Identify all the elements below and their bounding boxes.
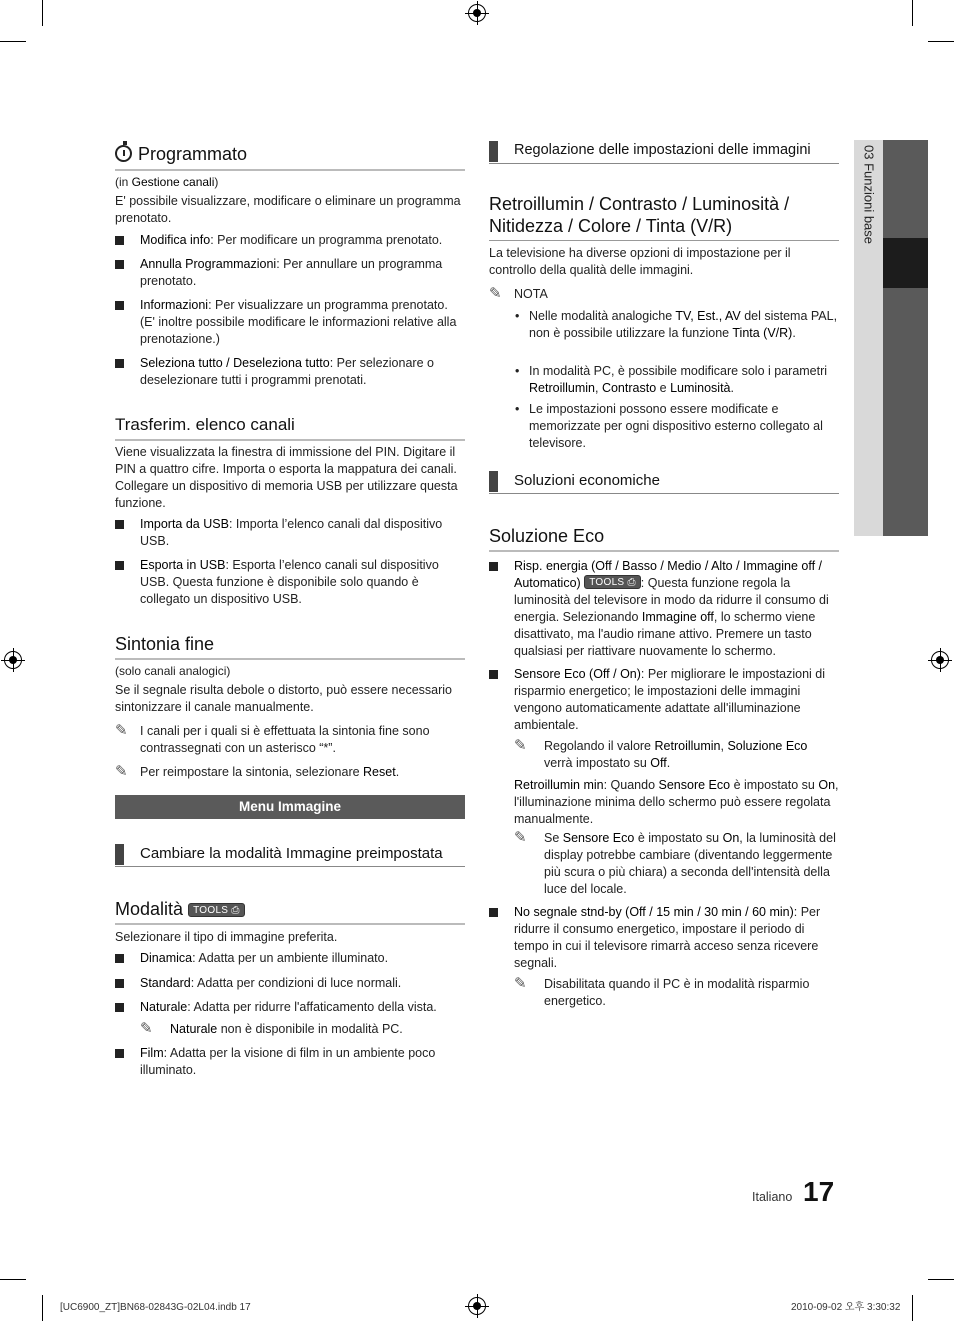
note-header: ✎ NOTA bbox=[489, 285, 548, 302]
note: ✎ I canali per i quali si è effettuata la sintonia fine sono contrassegnati con un asterisco “*”. bbox=[115, 722, 430, 755]
note: ✎ Regolando il valore Retroillumin, Soluzione Eco verrà impostato su Off. bbox=[514, 737, 808, 770]
list-item: • Nelle modalità analogiche TV, Est., AV del sistema PAL, non è possibile utilizzare la funzione Tinta (V/R). bbox=[515, 309, 838, 340]
crop-mark bbox=[928, 41, 954, 42]
crop-mark bbox=[42, 0, 43, 26]
list-item: Naturale: Adatta per ridurre l'affaticamento della vista. bbox=[115, 999, 465, 1016]
registration-mark-icon bbox=[931, 651, 949, 669]
list-item: • Le impostazioni possono essere modificate e memorizzate per ogni dispositivo esterno collegato al televisore. bbox=[515, 402, 823, 450]
list-item: Sensore Eco (Off / On): Per migliorare le impostazioni di risparmio energetico; le impostazioni delle immagini vengono automaticamente adattate all'illuminazione ambientale. bbox=[489, 666, 839, 734]
pencil-icon: ✎ bbox=[514, 829, 527, 846]
section-heading-retroillumin: Retroillumin / Contrasto / Luminosità / Nitidezza / Colore / Tinta (V/R) bbox=[489, 193, 839, 241]
note: ✎ Se Sensore Eco è impostato su On, la luminosità del display potrebbe cambiare (diventando leggermente più scura o più chiara) a seconda dell'intensità della luce del locale. bbox=[514, 829, 836, 896]
section-heading-modalita: Modalità TOOLS ⎙ bbox=[115, 898, 465, 925]
print-slug-right: 2010-09-02 오후 3:30:32 bbox=[791, 1302, 901, 1313]
paragraph: Viene visualizzata la finestra di immissione del PIN. Digitare il PIN a quattro cifre. Importa o esporta la mappatura dei canali. Collegare un dispositivo di memoria USB per utilizzare questa funzione. bbox=[115, 445, 458, 510]
registration-mark-icon bbox=[468, 1297, 486, 1315]
pencil-icon: ✎ bbox=[489, 285, 502, 302]
side-tab-active-marker bbox=[883, 238, 928, 288]
crop-mark bbox=[912, 1295, 913, 1321]
subsection-heading-regolazione: Regolazione delle impostazioni delle immagini bbox=[489, 141, 839, 164]
section-heading-trasferim: Trasferim. elenco canali bbox=[115, 414, 465, 441]
note: ✎ Naturale non è disponibile in modalità PC. bbox=[140, 1020, 403, 1037]
crop-mark bbox=[928, 1279, 954, 1280]
list-item: Film: Adatta per la visione di film in un ambiente poco illuminato. bbox=[115, 1045, 465, 1079]
section-heading-soluzione-eco: Soluzione Eco bbox=[489, 525, 839, 552]
section-heading-programmato: Programmato bbox=[115, 144, 465, 171]
note: ✎ Per reimpostare la sintonia, selezionare Reset. bbox=[115, 763, 400, 780]
pencil-icon: ✎ bbox=[514, 975, 527, 992]
list-item: Esporta in USB: Esporta l’elenco canali sul dispositivo USB. Questa funzione è disponibile solo quando è collegato un dispositivo USB. bbox=[115, 557, 465, 608]
list-item: Standard: Adatta per condizioni di luce normali. bbox=[115, 975, 465, 992]
crop-mark bbox=[0, 41, 26, 42]
page-number: 17 bbox=[803, 1176, 835, 1207]
pencil-icon: ✎ bbox=[140, 1020, 153, 1037]
subsection-heading-cambiare: Cambiare la modalità Immagine preimpostata bbox=[115, 844, 465, 867]
paragraph: Selezionare il tipo di immagine preferita. bbox=[115, 930, 338, 944]
paragraph: Se il segnale risulta debole o distorto, può essere necessario sintonizzare il canale manualmente. bbox=[115, 683, 453, 714]
registration-mark-icon bbox=[468, 4, 486, 22]
print-slug-left: [UC6900_ZT]BN68-02843G-02L04.indb 17 bbox=[60, 1302, 251, 1313]
subsection-heading-soluzioni: Soluzioni economiche bbox=[489, 471, 839, 494]
registration-mark-icon bbox=[4, 651, 22, 669]
list-item: No segnale stnd-by (Off / 15 min / 30 min / 60 min): Per ridurre il consumo energetico, impostare il periodo di tempo in cui il televisore rimarrà acceso senza ricevere segnali. bbox=[489, 904, 839, 972]
timer-icon bbox=[115, 145, 132, 162]
crop-mark bbox=[912, 0, 913, 26]
footer-language: Italiano bbox=[752, 1190, 793, 1204]
paragraph: La televisione ha diverse opzioni di impostazione per il controllo della qualità delle immagini. bbox=[489, 246, 791, 277]
tools-badge-icon: TOOLS ⎙ bbox=[188, 903, 245, 917]
list-item: Informazioni: Per visualizzare un programma prenotato. (E' inoltre possibile modificare le informazioni relative alla prenotazione.) bbox=[115, 297, 465, 348]
side-tab-bar bbox=[883, 140, 928, 536]
tools-badge-icon: TOOLS ⎙ bbox=[584, 575, 641, 589]
pencil-icon: ✎ bbox=[514, 737, 527, 754]
list-item: Importa da USB: Importa l’elenco canali dal dispositivo USB. bbox=[115, 516, 465, 550]
list-item: • In modalità PC, è possibile modificare solo i parametri Retroillumin, Contrasto e Luminosità. bbox=[515, 364, 828, 395]
menu-section-bar: Menu Immagine bbox=[115, 795, 465, 819]
pencil-icon: ✎ bbox=[115, 763, 128, 780]
list-item: Annulla Programmazioni: Per annullare un programma prenotato. bbox=[115, 256, 465, 290]
side-tab-label: 03 Funzioni base bbox=[861, 145, 877, 245]
section-heading-sintonia: Sintonia fine bbox=[115, 633, 465, 660]
list-item: Modifica info: Per modificare un programma prenotato. bbox=[115, 232, 465, 249]
context-note: (in Gestione canali) bbox=[115, 175, 219, 189]
context-note: (solo canali analogici) bbox=[115, 664, 231, 678]
paragraph: Retroillumin min: Quando Sensore Eco è impostato su On, l'illuminazione minima dello schermo può essere regolata manualmente. bbox=[514, 778, 839, 826]
paragraph: E' possibile visualizzare, modificare o eliminare un programma prenotato. bbox=[115, 194, 461, 225]
note: ✎ Disabilitata quando il PC è in modalità risparmio energetico. bbox=[514, 975, 810, 1008]
list-item: Seleziona tutto / Deseleziona tutto: Per selezionare o deselezionare tutti i programmi prenotati. bbox=[115, 355, 465, 389]
crop-mark bbox=[0, 1279, 26, 1280]
list-item: Dinamica: Adatta per un ambiente illuminato. bbox=[115, 950, 465, 967]
pencil-icon: ✎ bbox=[115, 722, 128, 739]
list-item: Risp. energia (Off / Basso / Medio / Alto / Immagine off / Automatico) TOOLS ⎙ : Questa funzione regola la luminosità del televisore in modo da ridurre il consumo di energia. Selezionando Immagine off, lo schermo viene disattivato, ma l'audio rimane attivo. Premere un tasto qualsiasi per riattivare nuovamente lo schermo. bbox=[489, 558, 839, 660]
crop-mark bbox=[42, 1295, 43, 1321]
